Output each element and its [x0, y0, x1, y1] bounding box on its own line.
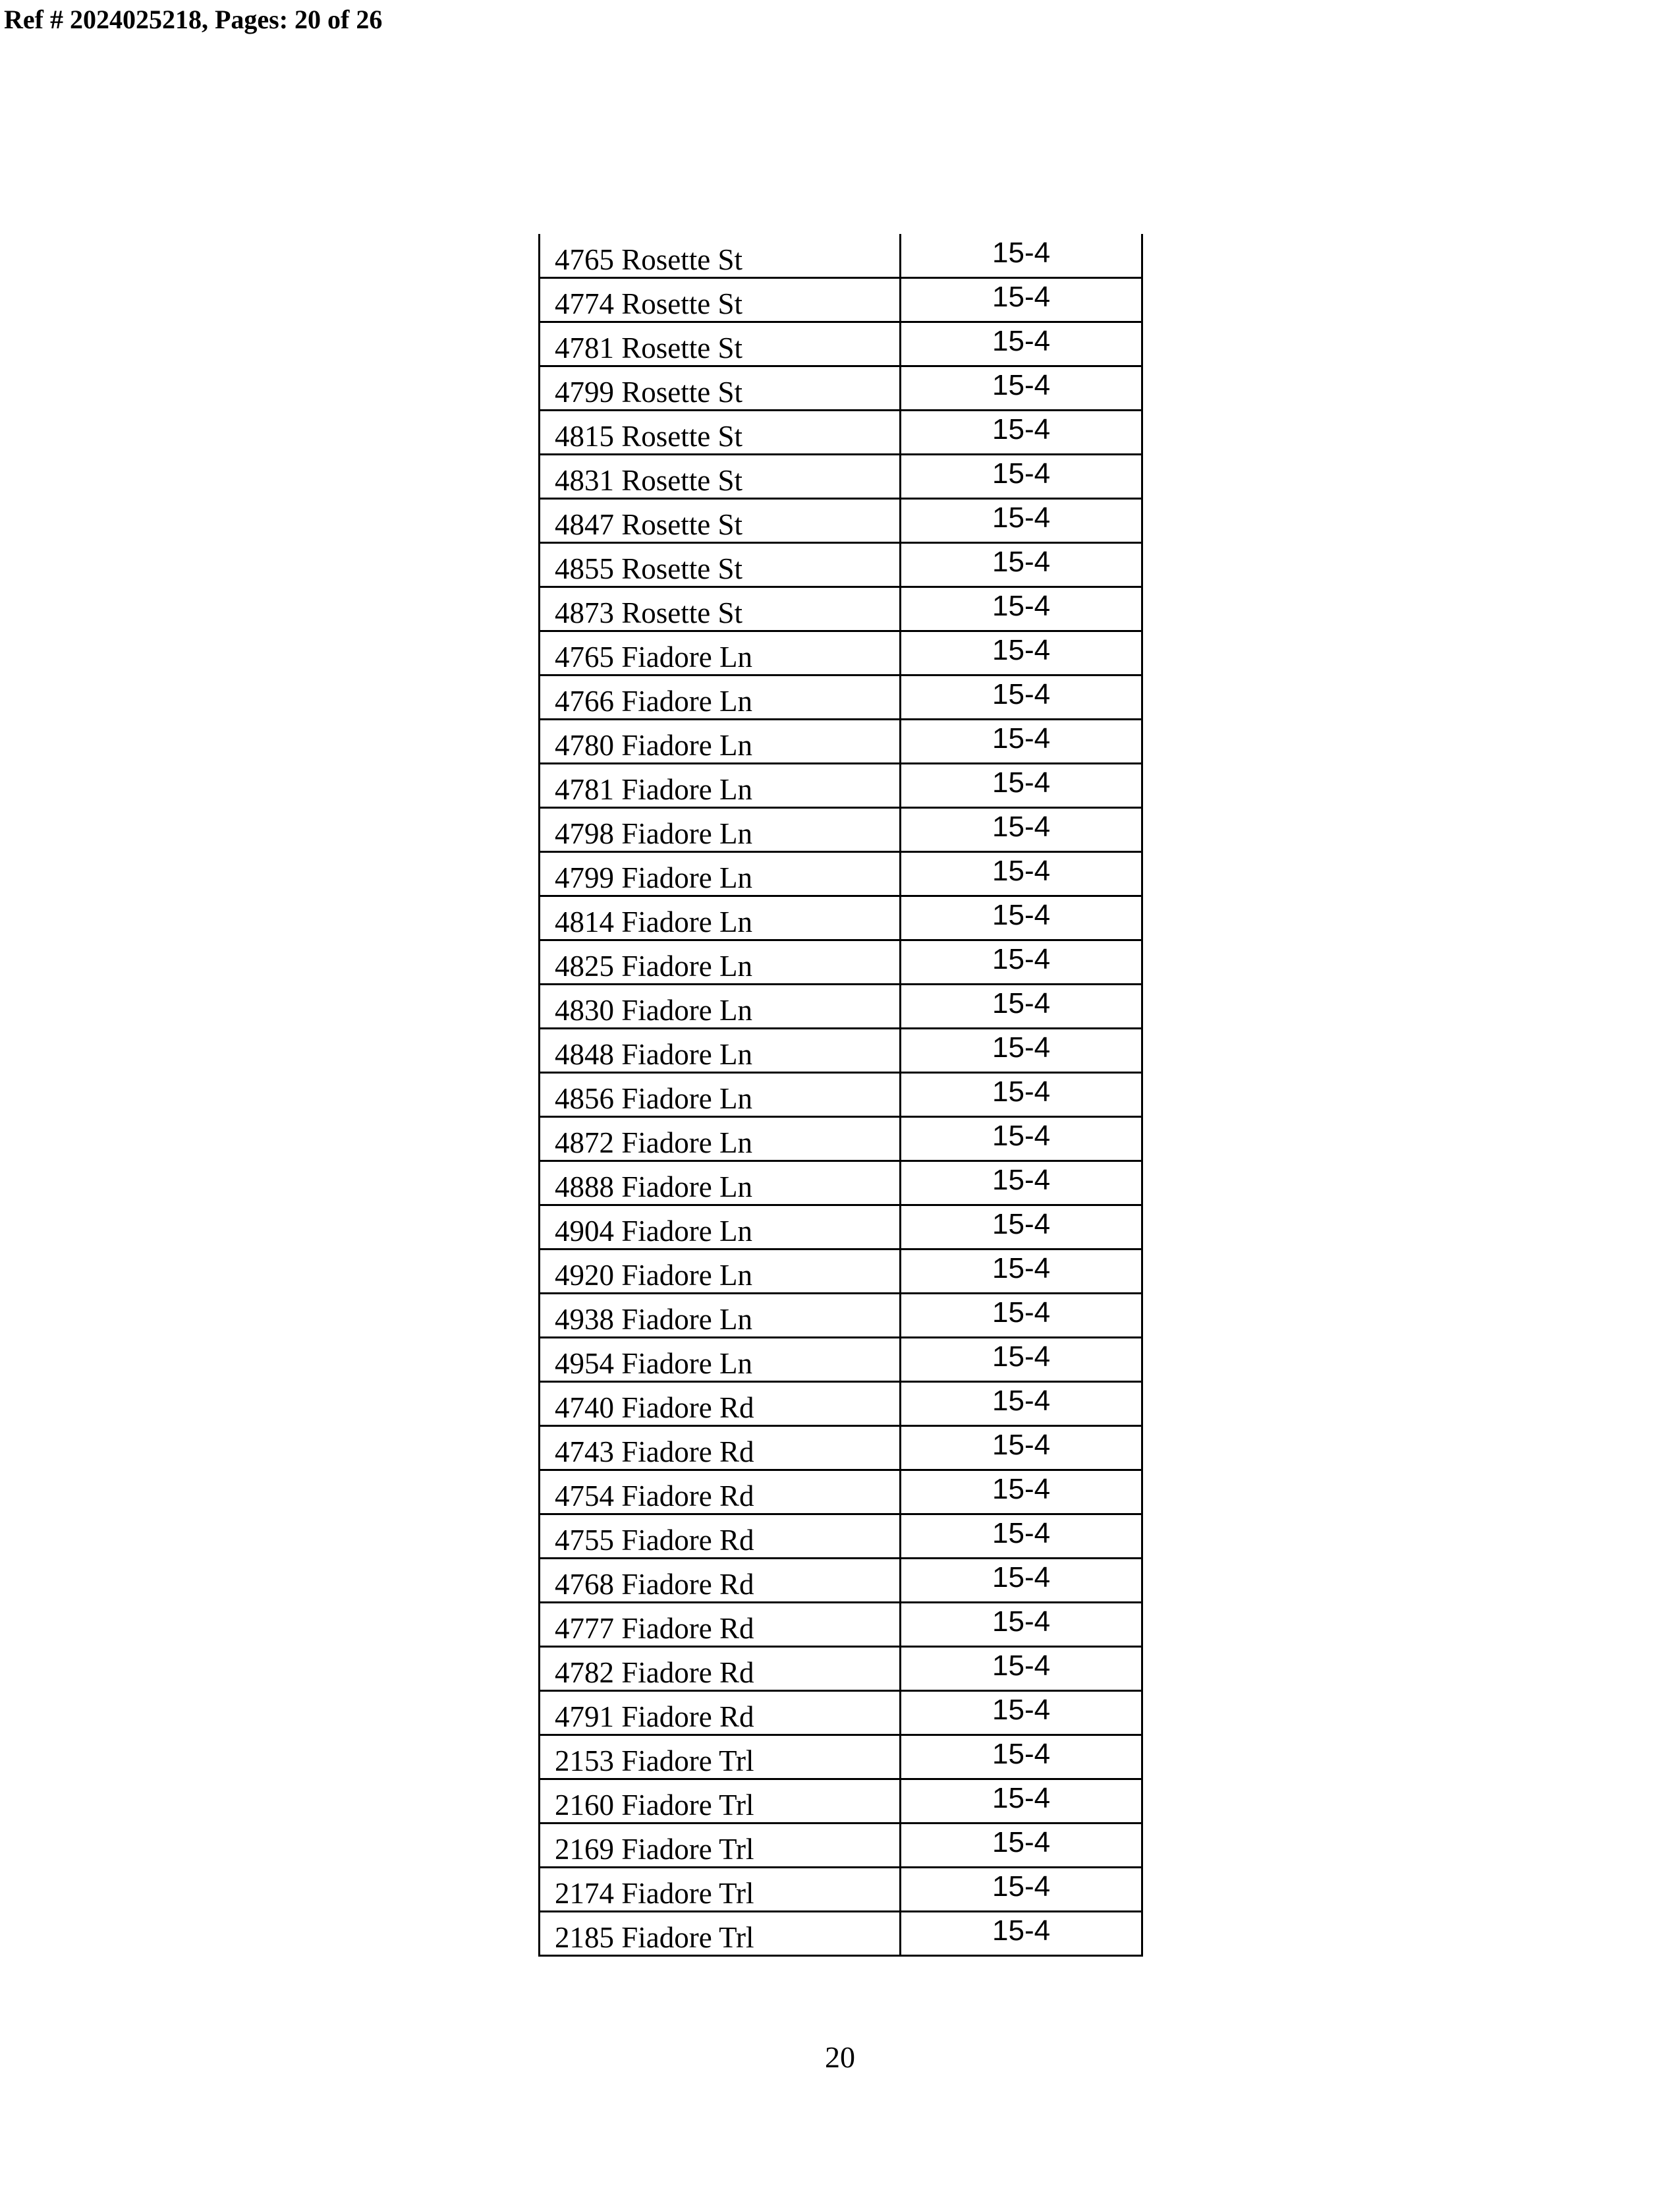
page-number: 20	[825, 2040, 855, 2074]
zone-cell: 15-4	[901, 278, 1142, 322]
zone-cell: 15-4	[901, 1691, 1142, 1735]
zone-cell: 15-4	[901, 1514, 1142, 1559]
address-cell: 4768 Fiadore Rd	[540, 1559, 901, 1603]
address-cell: 4780 Fiadore Ln	[540, 720, 901, 764]
address-cell: 4791 Fiadore Rd	[540, 1691, 901, 1735]
address-table-container	[538, 234, 1141, 1957]
address-cell: 4799 Fiadore Ln	[540, 852, 901, 896]
address-cell: 2185 Fiadore Trl	[540, 1912, 901, 1956]
address-table-body	[540, 234, 1142, 1956]
address-cell: 4743 Fiadore Rd	[540, 1426, 901, 1470]
table-row	[540, 1161, 1142, 1205]
address-cell: 4781 Fiadore Ln	[540, 764, 901, 808]
zone-cell: 15-4	[901, 1868, 1142, 1912]
table-row	[540, 1779, 1142, 1823]
address-zone-table	[538, 234, 1143, 1957]
address-cell: 4774 Rosette St	[540, 278, 901, 322]
table-row	[540, 587, 1142, 631]
address-cell: 4777 Fiadore Rd	[540, 1603, 901, 1647]
address-cell: 4815 Rosette St	[540, 411, 901, 455]
address-cell: 4781 Rosette St	[540, 322, 901, 366]
zone-cell: 15-4	[901, 455, 1142, 499]
table-row	[540, 1603, 1142, 1647]
table-row	[540, 278, 1142, 322]
table-row	[540, 499, 1142, 543]
table-row	[540, 1647, 1142, 1691]
address-cell: 4766 Fiadore Ln	[540, 675, 901, 720]
table-row	[540, 720, 1142, 764]
zone-cell: 15-4	[901, 1029, 1142, 1073]
zone-cell: 15-4	[901, 587, 1142, 631]
zone-cell: 15-4	[901, 631, 1142, 675]
address-cell: 4954 Fiadore Ln	[540, 1338, 901, 1382]
zone-cell: 15-4	[901, 1647, 1142, 1691]
zone-cell: 15-4	[901, 234, 1142, 278]
table-row	[540, 1249, 1142, 1294]
address-cell: 4855 Rosette St	[540, 543, 901, 587]
table-row	[540, 1735, 1142, 1779]
zone-cell: 15-4	[901, 366, 1142, 411]
zone-cell: 15-4	[901, 322, 1142, 366]
table-row	[540, 1868, 1142, 1912]
address-cell: 4740 Fiadore Rd	[540, 1382, 901, 1426]
address-cell: 4799 Rosette St	[540, 366, 901, 411]
zone-cell: 15-4	[901, 1338, 1142, 1382]
zone-cell: 15-4	[901, 675, 1142, 720]
table-row	[540, 1514, 1142, 1559]
zone-cell: 15-4	[901, 411, 1142, 455]
zone-cell: 15-4	[901, 1559, 1142, 1603]
zone-cell: 15-4	[901, 1603, 1142, 1647]
zone-cell: 15-4	[901, 1205, 1142, 1249]
zone-cell: 15-4	[901, 764, 1142, 808]
table-row	[540, 1470, 1142, 1514]
zone-cell: 15-4	[901, 985, 1142, 1029]
table-row	[540, 1382, 1142, 1426]
address-cell: 2169 Fiadore Trl	[540, 1823, 901, 1868]
zone-cell: 15-4	[901, 1470, 1142, 1514]
address-cell: 4904 Fiadore Ln	[540, 1205, 901, 1249]
zone-cell: 15-4	[901, 1426, 1142, 1470]
table-row	[540, 1912, 1142, 1956]
address-cell: 2174 Fiadore Trl	[540, 1868, 901, 1912]
table-row	[540, 1338, 1142, 1382]
table-row	[540, 940, 1142, 985]
zone-cell: 15-4	[901, 499, 1142, 543]
address-cell: 4830 Fiadore Ln	[540, 985, 901, 1029]
address-cell: 4831 Rosette St	[540, 455, 901, 499]
address-cell: 4847 Rosette St	[540, 499, 901, 543]
zone-cell: 15-4	[901, 852, 1142, 896]
table-row	[540, 455, 1142, 499]
zone-cell: 15-4	[901, 940, 1142, 985]
address-cell: 4920 Fiadore Ln	[540, 1249, 901, 1294]
table-row	[540, 1294, 1142, 1338]
address-cell: 4754 Fiadore Rd	[540, 1470, 901, 1514]
zone-cell: 15-4	[901, 1779, 1142, 1823]
table-row	[540, 1029, 1142, 1073]
table-row	[540, 366, 1142, 411]
table-row	[540, 631, 1142, 675]
zone-cell: 15-4	[901, 1912, 1142, 1956]
zone-cell: 15-4	[901, 896, 1142, 940]
zone-cell: 15-4	[901, 720, 1142, 764]
zone-cell: 15-4	[901, 1735, 1142, 1779]
address-cell: 4848 Fiadore Ln	[540, 1029, 901, 1073]
address-cell: 4825 Fiadore Ln	[540, 940, 901, 985]
table-row	[540, 1691, 1142, 1735]
address-cell: 4782 Fiadore Rd	[540, 1647, 901, 1691]
document-reference-header: Ref # 2024025218, Pages: 20 of 26	[4, 5, 383, 34]
table-row	[540, 985, 1142, 1029]
zone-cell: 15-4	[901, 1249, 1142, 1294]
address-cell: 2160 Fiadore Trl	[540, 1779, 901, 1823]
table-row	[540, 1205, 1142, 1249]
table-row	[540, 1073, 1142, 1117]
address-cell: 4856 Fiadore Ln	[540, 1073, 901, 1117]
table-row	[540, 1559, 1142, 1603]
table-row	[540, 543, 1142, 587]
address-cell: 2153 Fiadore Trl	[540, 1735, 901, 1779]
address-cell: 4765 Fiadore Ln	[540, 631, 901, 675]
table-row	[540, 411, 1142, 455]
zone-cell: 15-4	[901, 1294, 1142, 1338]
address-cell: 4938 Fiadore Ln	[540, 1294, 901, 1338]
table-row	[540, 852, 1142, 896]
address-cell: 4873 Rosette St	[540, 587, 901, 631]
table-row	[540, 808, 1142, 852]
address-cell: 4798 Fiadore Ln	[540, 808, 901, 852]
address-cell: 4814 Fiadore Ln	[540, 896, 901, 940]
zone-cell: 15-4	[901, 1117, 1142, 1161]
table-row	[540, 675, 1142, 720]
zone-cell: 15-4	[901, 1073, 1142, 1117]
table-row	[540, 234, 1142, 278]
zone-cell: 15-4	[901, 808, 1142, 852]
table-row	[540, 1823, 1142, 1868]
table-row	[540, 1426, 1142, 1470]
zone-cell: 15-4	[901, 1823, 1142, 1868]
address-cell: 4872 Fiadore Ln	[540, 1117, 901, 1161]
zone-cell: 15-4	[901, 1161, 1142, 1205]
address-cell: 4755 Fiadore Rd	[540, 1514, 901, 1559]
table-row	[540, 322, 1142, 366]
zone-cell: 15-4	[901, 543, 1142, 587]
table-row	[540, 764, 1142, 808]
table-row	[540, 1117, 1142, 1161]
address-cell: 4888 Fiadore Ln	[540, 1161, 901, 1205]
zone-cell: 15-4	[901, 1382, 1142, 1426]
address-cell: 4765 Rosette St	[540, 234, 901, 278]
table-row	[540, 896, 1142, 940]
